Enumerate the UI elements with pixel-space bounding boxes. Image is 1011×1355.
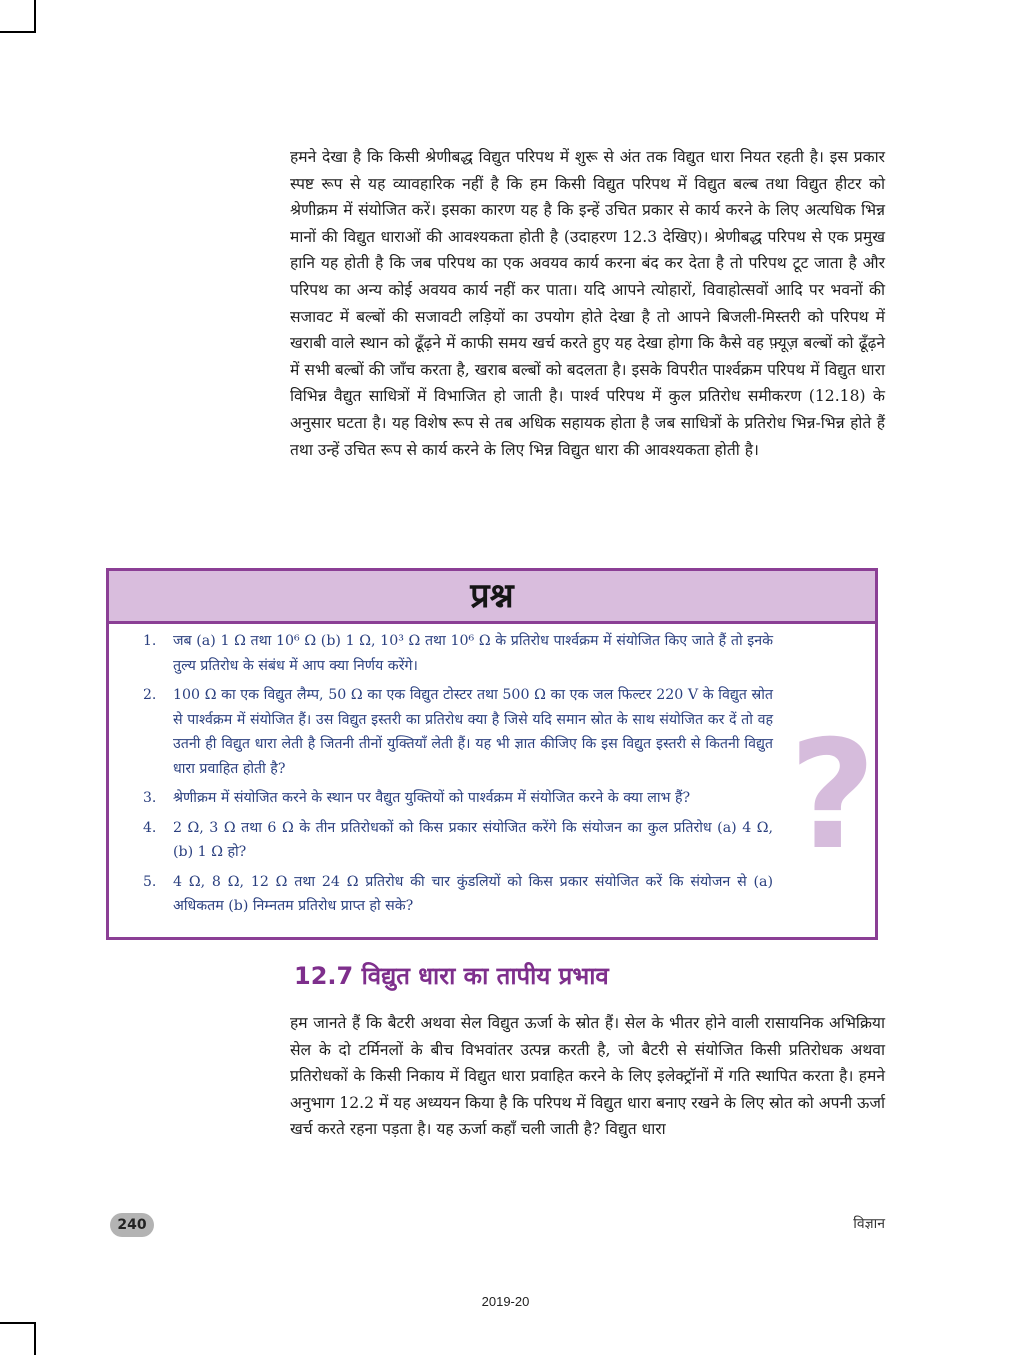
crop-mark-bottom-horizontal (0, 1322, 36, 1324)
body-paragraph-2: हम जानते हैं कि बैटरी अथवा सेल विद्युत ऊर्जा के स्रोत हैं। सेल के भीतर होने वाली रासायनिक अभिक्रिया सेल के दो टर्मिनलों के बीच विभवांतर उत्पन्न करती है, जो बैटरी से संयोजित किसी प्रतिरोधक अथवा प्रतिरोधकों के किसी निकाय में विद्युत धारा प्रवाहित करने के लिए इलेक्ट्रॉनों में गति स्थापित करता है। हमने अनुभाग 12.2 में यह अध्ययन किया है कि परिपथ में विद्युत धारा बनाए रखने के लिए स्रोत को अपनी ऊर्जा खर्च करते रहना पड़ता है। यह ऊर्जा कहाँ चली जाती है? विद्युत धारा (290, 1014, 885, 1139)
section-heading: 12.7 विद्युत धारा का तापीय प्रभाव (294, 962, 609, 990)
question-item (109, 870, 773, 919)
question-number: 1. (143, 633, 157, 649)
question-text: 2 Ω, 3 Ω तथा 6 Ω के तीन प्रतिरोधकों को किस प्रकार संयोजित करेंगे कि संयोजन का कुल प्रतिरोध (a) 4 Ω, (b) 1 Ω हो? (173, 819, 773, 860)
question-text: 100 Ω का एक विद्युत लैम्प, 50 Ω का एक विद्युत टोस्टर तथा 500 Ω का एक जल फिल्टर 220 V के विद्युत स्रोत से पार्श्वक्रम में संयोजित हैं। उस विद्युत इस्तरी का प्रतिरोध क्या है जिसे यदि समान स्रोत के साथ संयोजित कर दें तो वह उतनी ही विद्युत धारा लेती है जितनी तीनों युक्तियाँ लेती हैं। यह भी ज्ञात कीजिए कि इस विद्युत इस्तरी से कितनी विद्युत धारा प्रवाहित होती है? (173, 687, 773, 777)
question-number: 3. (143, 790, 157, 806)
question-item (109, 629, 773, 678)
subject-label: विज्ञान (853, 1216, 885, 1232)
question-number: 2. (143, 687, 157, 703)
year-label: 2019-20 (481, 1294, 530, 1309)
question-number: 5. (143, 873, 157, 890)
crop-mark-top-vertical (34, 0, 36, 32)
question-item (109, 786, 773, 811)
question-item (109, 683, 773, 781)
question-text: जब (a) 1 Ω तथा 10⁶ Ω (b) 1 Ω, 10³ Ω तथा 10⁶ Ω के प्रतिरोध पार्श्वक्रम में संयोजित किए जाते हैं तो इनके तुल्य प्रतिरोध के संबंध में आप क्या निर्णय करेंगे। (173, 633, 773, 674)
crop-mark-top-horizontal (0, 31, 36, 33)
questions-title: प्रश्न (109, 571, 875, 624)
question-mark-icon: ? (789, 709, 877, 883)
question-item (109, 816, 773, 865)
crop-mark-bottom-vertical (34, 1322, 36, 1355)
questions-box (106, 568, 878, 940)
question-number: 4. (143, 819, 157, 836)
question-text: श्रेणीक्रम में संयोजित करने के स्थान पर वैद्युत युक्तियों को पार्श्वक्रम में संयोजित करने के क्या लाभ हैं? (173, 790, 691, 806)
body-paragraph-1: हमने देखा है कि किसी श्रेणीबद्ध विद्युत परिपथ में शुरू से अंत तक विद्युत धारा नियत रहती है। इस प्रकार स्पष्ट रूप से यह व्यावहारिक नहीं है कि हम किसी विद्युत परिपथ में विद्युत बल्ब तथा विद्युत हीटर को श्रेणीक्रम में संयोजित करें। इसका कारण यह है कि इन्हें उचित प्रकार से कार्य करने के लिए अत्यधिक भिन्न मानों की विद्युत धाराओं की आवश्यकता होती है (उदाहरण 12.3 देखिए)। श्रेणीबद्ध परिपथ से एक प्रमुख हानि यह होती है कि जब परिपथ का एक अवयव कार्य करना बंद कर देता है तो परिपथ टूट जाता है और परिपथ का अन्य कोई अवयव कार्य नहीं कर पाता। यदि आपने त्योहारों, विवाहोत्सवों आदि पर भवनों की सजावट में बल्बों की सजावटी लड़ियों का उपयोग होते देखा है तो आपने बिजली-मिस्तरी को परिपथ में खराबी वाले स्थान को ढूँढ़ने में काफी समय खर्च करते हुए यह देखा होगा कि कैसे वह फ़्यूज़ बल्बों को ढूँढ़ने में सभी बल्बों की जाँच करता है, खराब बल्बों को बदलता है। इसके विपरीत पार्श्वक्रम परिपथ में विद्युत धारा विभिन्न वैद्युत साधित्रों में विभाजित हो जाती है। पार्श्व परिपथ में कुल प्रतिरोध समीकरण (12.18) के अनुसार घटता है। यह विशेष रूप से तब अधिक सहायक होता है जब साधित्रों के प्रतिरोध भिन्न-भिन्न होते हैं तथा उन्हें उचित रूप से कार्य करने के लिए भिन्न विद्युत धारा की आवश्यकता होती है। (290, 148, 885, 459)
page-number: 240 (110, 1213, 154, 1237)
questions-list (109, 629, 875, 924)
question-text: 4 Ω, 8 Ω, 12 Ω तथा 24 Ω प्रतिरोध की चार कुंडलियों को किस प्रकार संयोजित करें कि संयोजन से (a) अधिकतम (b) निम्नतम प्रतिरोध प्राप्त हो सके? (173, 873, 773, 914)
